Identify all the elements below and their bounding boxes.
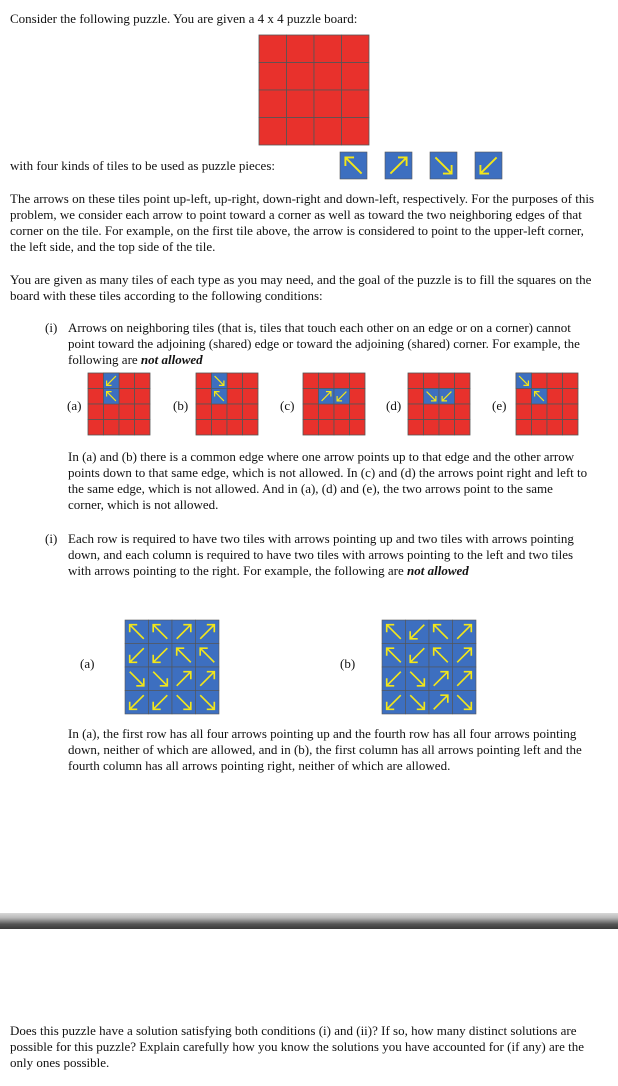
- empty-cell: [424, 373, 440, 389]
- empty-cell: [259, 63, 287, 91]
- empty-cell: [135, 373, 151, 389]
- grid-tile: [172, 667, 196, 691]
- main-board: [259, 35, 369, 145]
- empty-cell: [455, 373, 471, 389]
- grid-tile: [382, 644, 406, 668]
- empty-cell: [350, 404, 366, 420]
- example-board: [492, 373, 578, 435]
- empty-cell: [135, 404, 151, 420]
- example-board: [280, 373, 365, 435]
- empty-cell: [88, 420, 104, 436]
- empty-cell: [314, 90, 342, 118]
- grid-tile: [406, 667, 430, 691]
- arrows-description: The arrows on these tiles point up-left, up-right, down-right and down-left, respectively. For the purposes of this problem, we consider each arrow to point toward a corner as well as toward the two neighboring edges of that corner on the tile. For example, on the first tile above, the arrow is considered to point to the upper-left corner, the left side, and the top side of the tile.: [10, 191, 595, 254]
- example-label: (c): [280, 398, 295, 413]
- example-board: [386, 373, 470, 435]
- not-allowed-emphasis-1: not allowed: [140, 352, 203, 367]
- empty-cell: [532, 420, 548, 436]
- empty-cell: [227, 420, 243, 436]
- grid-tile: [453, 691, 477, 715]
- grid-tile: [406, 691, 430, 715]
- empty-cell: [532, 404, 548, 420]
- empty-cell: [342, 35, 370, 63]
- empty-cell: [243, 404, 259, 420]
- grid-tile: [149, 667, 173, 691]
- example-label: (a): [80, 656, 95, 671]
- intro-text: Consider the following puzzle. You are given a 4 x 4 puzzle board:: [10, 11, 358, 26]
- empty-cell: [532, 373, 548, 389]
- empty-cell: [243, 373, 259, 389]
- grid-tile: [149, 644, 173, 668]
- example-label: (a): [67, 398, 82, 413]
- grid-tile: [149, 691, 173, 715]
- empty-cell: [408, 420, 424, 436]
- empty-cell: [424, 404, 440, 420]
- empty-cell: [135, 420, 151, 436]
- example-grid: [80, 620, 219, 714]
- grid-tile: [125, 620, 149, 644]
- empty-cell: [516, 389, 532, 405]
- empty-cell: [303, 373, 319, 389]
- empty-cell: [119, 420, 135, 436]
- empty-cell: [563, 420, 579, 436]
- empty-cell: [563, 404, 579, 420]
- placed-tile: [212, 389, 228, 405]
- empty-cell: [119, 404, 135, 420]
- grid-tile: [196, 667, 220, 691]
- empty-cell: [342, 63, 370, 91]
- empty-cell: [439, 404, 455, 420]
- example-label: (d): [386, 398, 402, 413]
- grid-tile: [429, 667, 453, 691]
- empty-cell: [455, 389, 471, 405]
- empty-cell: [319, 373, 335, 389]
- placed-tile: [212, 373, 228, 389]
- grid-tile: [406, 620, 430, 644]
- grid-tile: [125, 667, 149, 691]
- grid-tile: [382, 620, 406, 644]
- empty-cell: [287, 118, 315, 146]
- empty-cell: [342, 90, 370, 118]
- empty-cell: [119, 373, 135, 389]
- tile-type-up-right: [385, 152, 412, 179]
- empty-cell: [547, 404, 563, 420]
- condition-1-text: Arrows on neighboring tiles (that is, tiles that touch each other on an edge or on a corner) cannot point toward the adjoining (shared) edge or toward the adjoining (shared) corner. For example, the following are not allowed: [68, 320, 580, 367]
- empty-cell: [227, 389, 243, 405]
- empty-cell: [212, 404, 228, 420]
- empty-cell: [259, 118, 287, 146]
- empty-cell: [314, 35, 342, 63]
- empty-cell: [104, 404, 120, 420]
- empty-cell: [243, 420, 259, 436]
- grid-tile: [429, 620, 453, 644]
- empty-cell: [88, 389, 104, 405]
- empty-cell: [303, 404, 319, 420]
- empty-cell: [319, 404, 335, 420]
- empty-cell: [547, 373, 563, 389]
- empty-cell: [227, 373, 243, 389]
- placed-tile: [319, 389, 335, 405]
- empty-cell: [563, 373, 579, 389]
- empty-cell: [516, 420, 532, 436]
- grid-tile: [172, 691, 196, 715]
- grid-tile: [196, 644, 220, 668]
- placed-tile: [439, 389, 455, 405]
- example-board: [173, 373, 258, 435]
- tiles-intro-text: with four kinds of tiles to be used as puzzle pieces:: [10, 158, 275, 173]
- empty-cell: [196, 404, 212, 420]
- empty-cell: [314, 63, 342, 91]
- grid-tile: [429, 691, 453, 715]
- grid-tile: [149, 620, 173, 644]
- empty-cell: [455, 404, 471, 420]
- empty-cell: [547, 420, 563, 436]
- empty-cell: [408, 389, 424, 405]
- grid-tile: [196, 691, 220, 715]
- condition-2-label: (i): [45, 531, 58, 546]
- empty-cell: [563, 389, 579, 405]
- empty-cell: [88, 373, 104, 389]
- empty-cell: [303, 420, 319, 436]
- empty-cell: [196, 389, 212, 405]
- empty-cell: [334, 420, 350, 436]
- example-grid: [340, 620, 476, 714]
- condition-2-examples: [0, 618, 618, 718]
- grid-tile: [172, 644, 196, 668]
- empty-cell: [516, 404, 532, 420]
- empty-cell: [303, 389, 319, 405]
- grid-tile: [382, 691, 406, 715]
- example-label: (b): [173, 398, 189, 413]
- placed-tile: [532, 389, 548, 405]
- grid-tile: [196, 620, 220, 644]
- empty-cell: [334, 373, 350, 389]
- example-label: (b): [340, 656, 356, 671]
- tile-types: [340, 152, 510, 182]
- empty-cell: [287, 63, 315, 91]
- empty-cell: [135, 389, 151, 405]
- empty-cell: [319, 420, 335, 436]
- empty-cell: [212, 420, 228, 436]
- empty-cell: [104, 420, 120, 436]
- condition-2-text: Each row is required to have two tiles with arrows pointing up and two tiles with arrows pointing down, and each column is required to have two tiles with arrows pointing to the left and two tiles with arrows pointing to the right. For example, the following are not allowed: [68, 531, 574, 578]
- condition-1-label: (i): [45, 320, 58, 335]
- empty-cell: [287, 35, 315, 63]
- empty-cell: [227, 404, 243, 420]
- grid-tile: [453, 667, 477, 691]
- question-text: Does this puzzle have a solution satisfying both conditions (i) and (ii)? If so, how many distinct solutions are possible for this puzzle? Explain carefully how you know the solutions you have accounted for (if any) are the only ones possible.: [10, 1023, 584, 1070]
- condition-2-explanation: In (a), the first row has all four arrows pointing up and the fourth row has all four arrows pointing down, neither of which are allowed, and in (b), the first column has all arrows pointing left and the fourth column has all arrows pointing right, neither of which are allowed.: [68, 726, 582, 773]
- grid-tile: [382, 667, 406, 691]
- grid-tile: [125, 644, 149, 668]
- empty-cell: [259, 90, 287, 118]
- empty-cell: [408, 373, 424, 389]
- page-separator: [0, 913, 618, 929]
- grid-tile: [453, 620, 477, 644]
- example-board: [67, 373, 150, 435]
- empty-cell: [314, 118, 342, 146]
- empty-cell: [243, 389, 259, 405]
- empty-cell: [350, 373, 366, 389]
- not-allowed-emphasis-2: not allowed: [407, 563, 469, 578]
- empty-cell: [342, 118, 370, 146]
- tile-type-up-left: [340, 152, 367, 179]
- placed-tile: [334, 389, 350, 405]
- placed-tile: [104, 389, 120, 405]
- empty-cell: [439, 373, 455, 389]
- empty-cell: [119, 389, 135, 405]
- empty-cell: [350, 389, 366, 405]
- empty-cell: [547, 389, 563, 405]
- placed-tile: [104, 373, 120, 389]
- empty-cell: [350, 420, 366, 436]
- grid-tile: [429, 644, 453, 668]
- grid-tile: [172, 620, 196, 644]
- empty-cell: [439, 420, 455, 436]
- empty-cell: [334, 404, 350, 420]
- grid-tile: [406, 644, 430, 668]
- example-label: (e): [492, 398, 507, 413]
- empty-cell: [455, 420, 471, 436]
- condition-1-examples: [0, 372, 618, 436]
- placed-tile: [516, 373, 532, 389]
- empty-cell: [408, 404, 424, 420]
- placed-tile: [424, 389, 440, 405]
- given-description: You are given as many tiles of each type as you may need, and the goal of the puzzle is to fill the squares on the board with these tiles according to the following conditions:: [10, 272, 592, 303]
- tile-type-down-right: [430, 152, 457, 179]
- empty-cell: [88, 404, 104, 420]
- empty-cell: [424, 420, 440, 436]
- empty-cell: [259, 35, 287, 63]
- empty-cell: [196, 420, 212, 436]
- empty-cell: [196, 373, 212, 389]
- empty-cell: [287, 90, 315, 118]
- condition-1-explanation: In (a) and (b) there is a common edge where one arrow points up to that edge and the other arrow points down to that same edge, which is not allowed. In (c) and (d) the arrows point right and left to the same edge, which is not allowed. And in (a), (d) and (e), the two arrows point to the same corner, which is not allowed.: [68, 449, 588, 512]
- grid-tile: [453, 644, 477, 668]
- grid-tile: [125, 691, 149, 715]
- tile-type-down-left: [475, 152, 502, 179]
